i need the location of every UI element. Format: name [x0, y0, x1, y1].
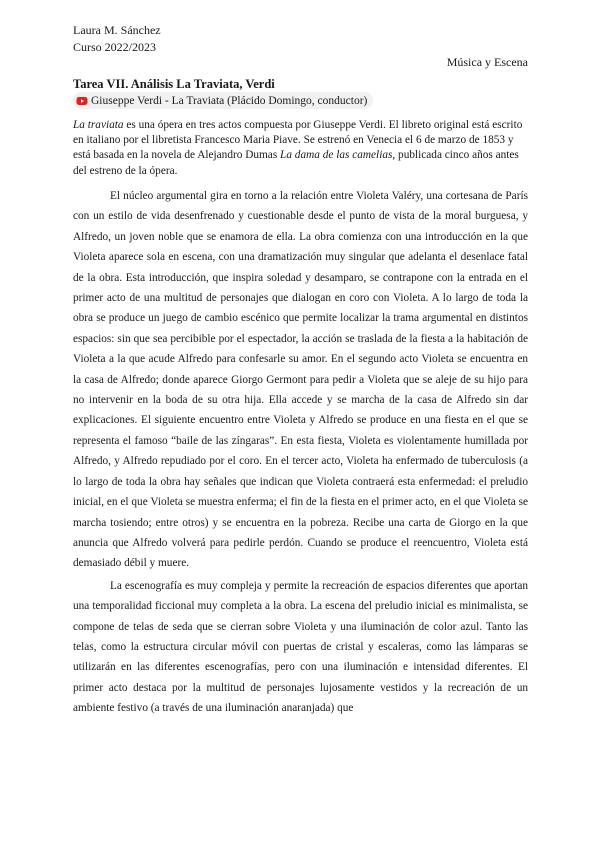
paragraph-plot: El núcleo argumental gira en torno a la relación entre Violeta Valéry, una cortesana de París con un estilo de vida desenfrenado y cuestionable desde el punto de vista de la moral burguesa, y Alfredo, un joven noble que se enamora de ella. La obra comienza con una introducción en la que Violeta aparece sola en escena, con una dramatización muy singular que adelanta el desenlace fatal de la obra. Esta introducción, que inspira soledad y desamparo, se contrapone con la entrada en el primer acto de una multitud de personajes que dialogan en coro con Violeta. A lo largo de toda la obra se produce un juego de cambio escénico que permite localizar la trama argumental en distintos espacios: sin que sea percibible por el espectador, la acción se traslada de la fiesta a la habitación de Violeta a la que acude Alfredo para confesarle su amor. En el segundo acto Violeta se encuentra en la casa de Alfredo; donde aparece Giorgo Germont para pedir a Violeta que se aleje de su hijo para no intervenir en la boda de su otra hija. Ella accede y se marcha de la casa de Alfredo sin dar explicaciones. El siguiente encuentro entre Violeta y Alfredo se produce en una fiesta en el que se representa el famoso “baile de las zíngaras”. En esta fiesta, Violeta es violentamente humillada por Alfredo, y Alfredo repudiado por el coro. En el tercer acto, Violeta ha enfermado de tuberculosis (a lo largo de toda la obra hay señales que indican que Violeta contraerá esta enfermedad: el preludio inicial, en el que Violeta se muestra enferma; el fin de la fiesta en el primer acto, en el que Violeta se marcha tosiendo; entre otros) y se encuentra en la pobreza. Recibe una carta de Giorgo en la que anuncia que Alfredo volverá para pedirle perdón. Cuando se produce el reencuentro, Violeta está demasiado débil y muere.	[73, 190, 528, 570]
youtube-icon	[76, 95, 88, 107]
work-title: La traviata	[73, 119, 124, 131]
video-link-chip[interactable]	[73, 92, 373, 109]
intro-paragraph	[73, 118, 528, 179]
intro-text-1: es una ópera en tres actos compuesta por Giuseppe Verdi. El libreto original está escrito en italiano por el libretista Francesco Maria Piave. Se estrenó en Venecia el 6 de marzo de 1853 y está basada en la novela de Alejandro Dumas	[73, 119, 523, 162]
course-year: Curso 2022/2023	[73, 40, 157, 54]
document-header	[73, 22, 161, 56]
intro-text-2: , publicada cinco años antes del estreno de la ópera.	[73, 149, 519, 177]
paragraph-scenography: La escenografía es muy compleja y permite la recreación de espacios diferentes que aportan una temporalidad ficcional muy completa a la obra. La escena del preludio inicial es minimalista, se compone de telas de seda que se cierran sobre Violeta y una iluminación de color azul. Tanto las telas, como la estructura circular móvil con puertas de cristal y escaleras, como las lámparas se utilizarán en las diferentes escenografías, pero con una iluminación e intensidad diferentes. El primer acto destaca por la multitud de personajes lujosamente vestidos y la recreación de un ambiente festivo (a través de una iluminación anaranjada) que	[73, 579, 528, 715]
author-name: Laura M. Sánchez	[73, 23, 161, 37]
novel-title: La dama de las camelias	[280, 149, 393, 162]
page-title: Tarea VII. Análisis La Traviata, Verdi	[73, 77, 275, 91]
body-text	[73, 186, 528, 719]
video-link-label: Giuseppe Verdi - La Traviata (Plácido Domingo, conductor)	[91, 94, 368, 107]
subject-name: Música y Escena	[446, 55, 528, 69]
